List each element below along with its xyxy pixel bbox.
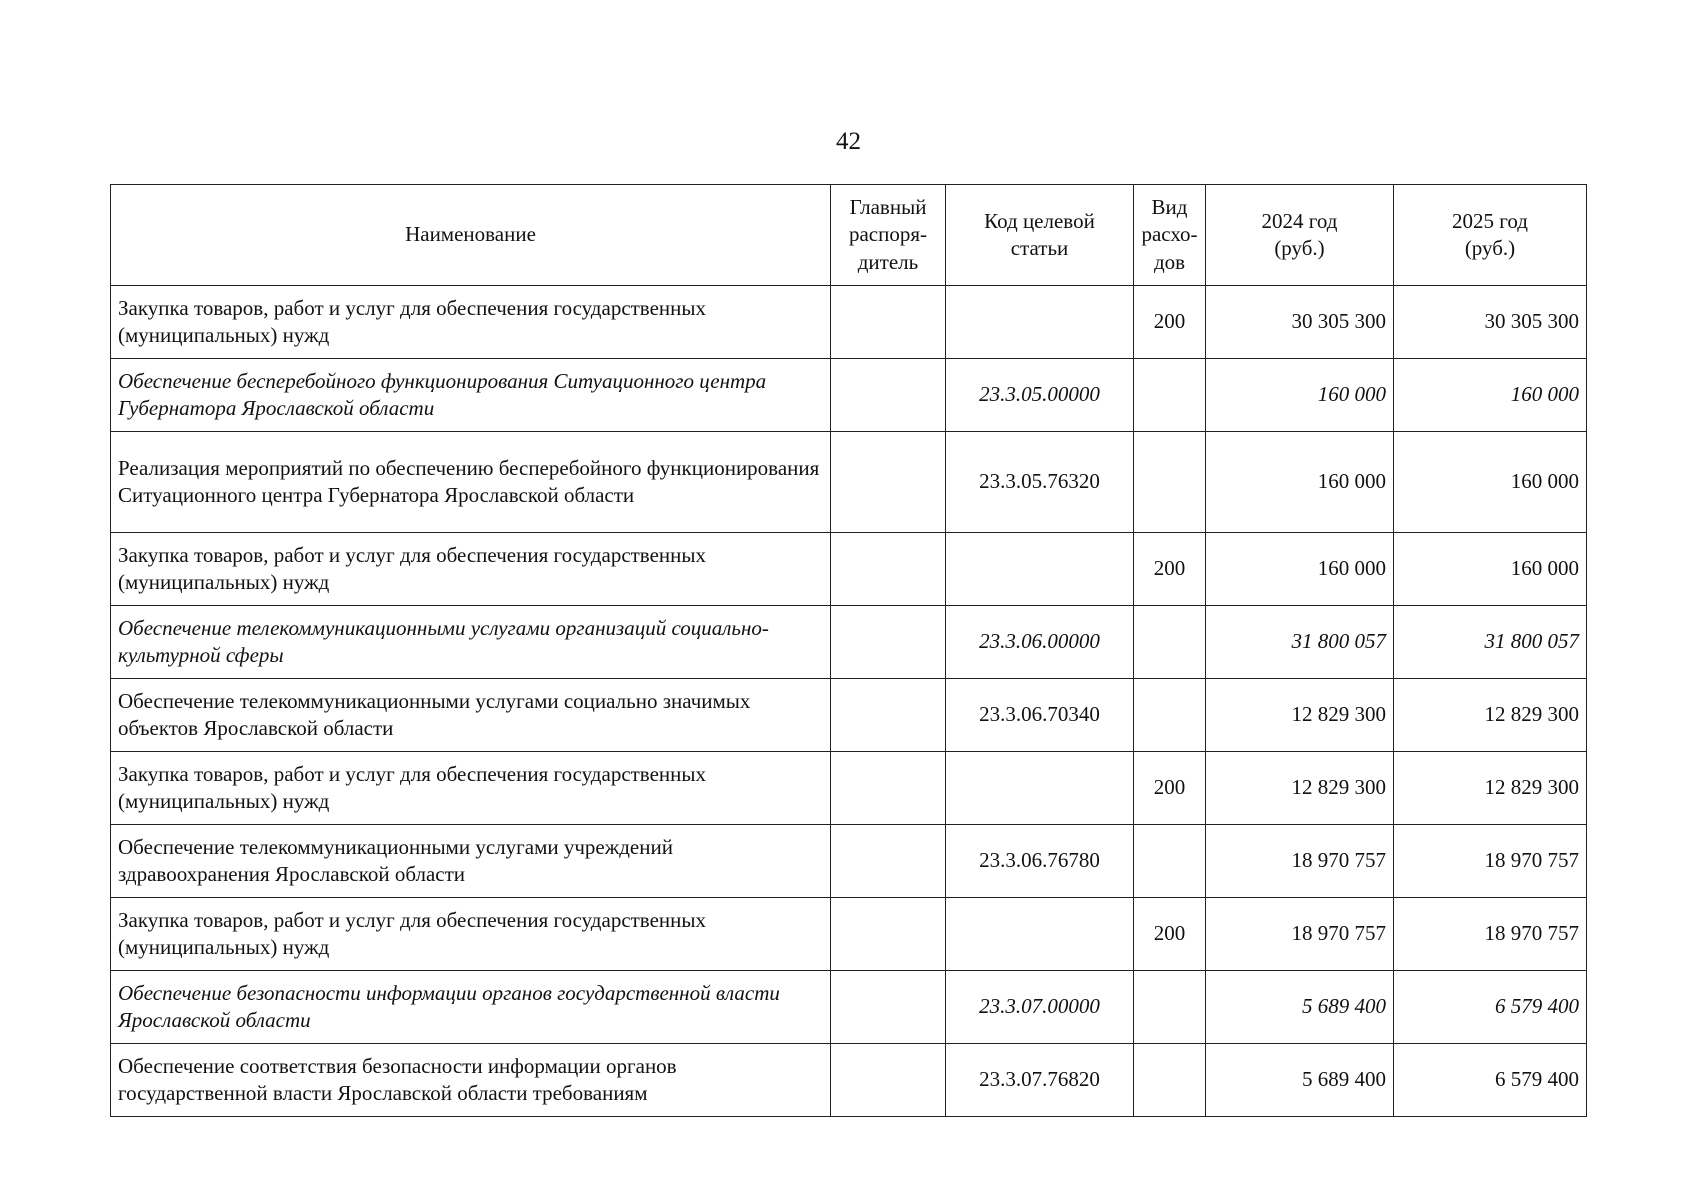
table-row <box>111 286 1587 359</box>
table-row <box>111 971 1587 1044</box>
cell-manager <box>831 359 946 432</box>
cell-amount-2025: 6 579 400 <box>1394 971 1587 1044</box>
cell-amount-2024: 12 829 300 <box>1206 679 1394 752</box>
cell-name: Обеспечение телекоммуникационными услугами учреждений здравоохранения Ярославской области <box>111 825 831 898</box>
cell-target-code: 23.3.05.76320 <box>946 432 1134 533</box>
cell-manager <box>831 752 946 825</box>
cell-target-code: 23.3.06.00000 <box>946 606 1134 679</box>
cell-amount-2024: 5 689 400 <box>1206 971 1394 1044</box>
cell-name: Обеспечение соответствия безопасности информации органов государственной власти Ярославской области требованиям <box>111 1044 831 1117</box>
cell-amount-2025: 18 970 757 <box>1394 825 1587 898</box>
cell-expense-type <box>1134 679 1206 752</box>
cell-target-code: 23.3.07.00000 <box>946 971 1134 1044</box>
cell-expense-type <box>1134 432 1206 533</box>
cell-expense-type <box>1134 825 1206 898</box>
cell-amount-2025: 30 305 300 <box>1394 286 1587 359</box>
cell-amount-2025: 18 970 757 <box>1394 898 1587 971</box>
table-row <box>111 752 1587 825</box>
cell-expense-type <box>1134 359 1206 432</box>
cell-name: Реализация мероприятий по обеспечению бесперебойного функционирования Ситуационного центра Губернатора Ярославской области <box>111 432 831 533</box>
cell-manager <box>831 533 946 606</box>
cell-amount-2025: 160 000 <box>1394 359 1587 432</box>
cell-amount-2024: 5 689 400 <box>1206 1044 1394 1117</box>
table-row <box>111 432 1587 533</box>
cell-name: Обеспечение телекоммуникационными услугами социально значимых объектов Ярославской области <box>111 679 831 752</box>
cell-manager <box>831 286 946 359</box>
cell-expense-type: 200 <box>1134 752 1206 825</box>
cell-manager <box>831 971 946 1044</box>
table-row <box>111 606 1587 679</box>
cell-name: Закупка товаров, работ и услуг для обеспечения государственных (муниципальных) нужд <box>111 533 831 606</box>
cell-target-code <box>946 286 1134 359</box>
cell-expense-type <box>1134 1044 1206 1117</box>
cell-amount-2025: 12 829 300 <box>1394 752 1587 825</box>
cell-target-code <box>946 898 1134 971</box>
table-row <box>111 533 1587 606</box>
cell-manager <box>831 606 946 679</box>
header-target-code: Код целевой статьи <box>946 185 1134 286</box>
cell-expense-type <box>1134 606 1206 679</box>
table-row <box>111 1044 1587 1117</box>
cell-amount-2024: 18 970 757 <box>1206 825 1394 898</box>
cell-amount-2025: 31 800 057 <box>1394 606 1587 679</box>
table-header-row <box>111 185 1587 286</box>
cell-name: Обеспечение телекоммуникационными услугами организаций социально-культурной сферы <box>111 606 831 679</box>
table-row <box>111 679 1587 752</box>
table-row <box>111 825 1587 898</box>
cell-amount-2025: 160 000 <box>1394 533 1587 606</box>
table-body <box>111 286 1587 1117</box>
cell-amount-2024: 31 800 057 <box>1206 606 1394 679</box>
cell-expense-type: 200 <box>1134 286 1206 359</box>
table-row <box>111 898 1587 971</box>
cell-name: Закупка товаров, работ и услуг для обеспечения государственных (муниципальных) нужд <box>111 898 831 971</box>
cell-expense-type: 200 <box>1134 898 1206 971</box>
cell-amount-2024: 160 000 <box>1206 359 1394 432</box>
cell-target-code: 23.3.06.70340 <box>946 679 1134 752</box>
cell-target-code: 23.3.06.76780 <box>946 825 1134 898</box>
cell-amount-2025: 12 829 300 <box>1394 679 1587 752</box>
cell-amount-2024: 18 970 757 <box>1206 898 1394 971</box>
cell-expense-type: 200 <box>1134 533 1206 606</box>
cell-manager <box>831 1044 946 1117</box>
header-expense-type: Вид расхо- дов <box>1134 185 1206 286</box>
cell-manager <box>831 432 946 533</box>
cell-manager <box>831 679 946 752</box>
cell-amount-2024: 12 829 300 <box>1206 752 1394 825</box>
header-manager: Главный распоря- дитель <box>831 185 946 286</box>
cell-amount-2024: 160 000 <box>1206 432 1394 533</box>
cell-amount-2025: 160 000 <box>1394 432 1587 533</box>
cell-manager <box>831 898 946 971</box>
cell-expense-type <box>1134 971 1206 1044</box>
cell-target-code: 23.3.07.76820 <box>946 1044 1134 1117</box>
cell-name: Обеспечение бесперебойного функционирования Ситуационного центра Губернатора Ярославской области <box>111 359 831 432</box>
cell-name: Закупка товаров, работ и услуг для обеспечения государственных (муниципальных) нужд <box>111 752 831 825</box>
cell-amount-2024: 30 305 300 <box>1206 286 1394 359</box>
cell-name: Обеспечение безопасности информации органов государственной власти Ярославской области <box>111 971 831 1044</box>
cell-target-code: 23.3.05.00000 <box>946 359 1134 432</box>
cell-manager <box>831 825 946 898</box>
cell-amount-2024: 160 000 <box>1206 533 1394 606</box>
header-year-2024: 2024 год (руб.) <box>1206 185 1394 286</box>
page-number: 42 <box>836 128 861 155</box>
header-name: Наименование <box>111 185 831 286</box>
budget-table <box>110 184 1587 1117</box>
cell-target-code <box>946 533 1134 606</box>
cell-name: Закупка товаров, работ и услуг для обеспечения государственных (муниципальных) нужд <box>111 286 831 359</box>
cell-amount-2025: 6 579 400 <box>1394 1044 1587 1117</box>
cell-target-code <box>946 752 1134 825</box>
header-year-2025: 2025 год (руб.) <box>1394 185 1587 286</box>
table-row <box>111 359 1587 432</box>
